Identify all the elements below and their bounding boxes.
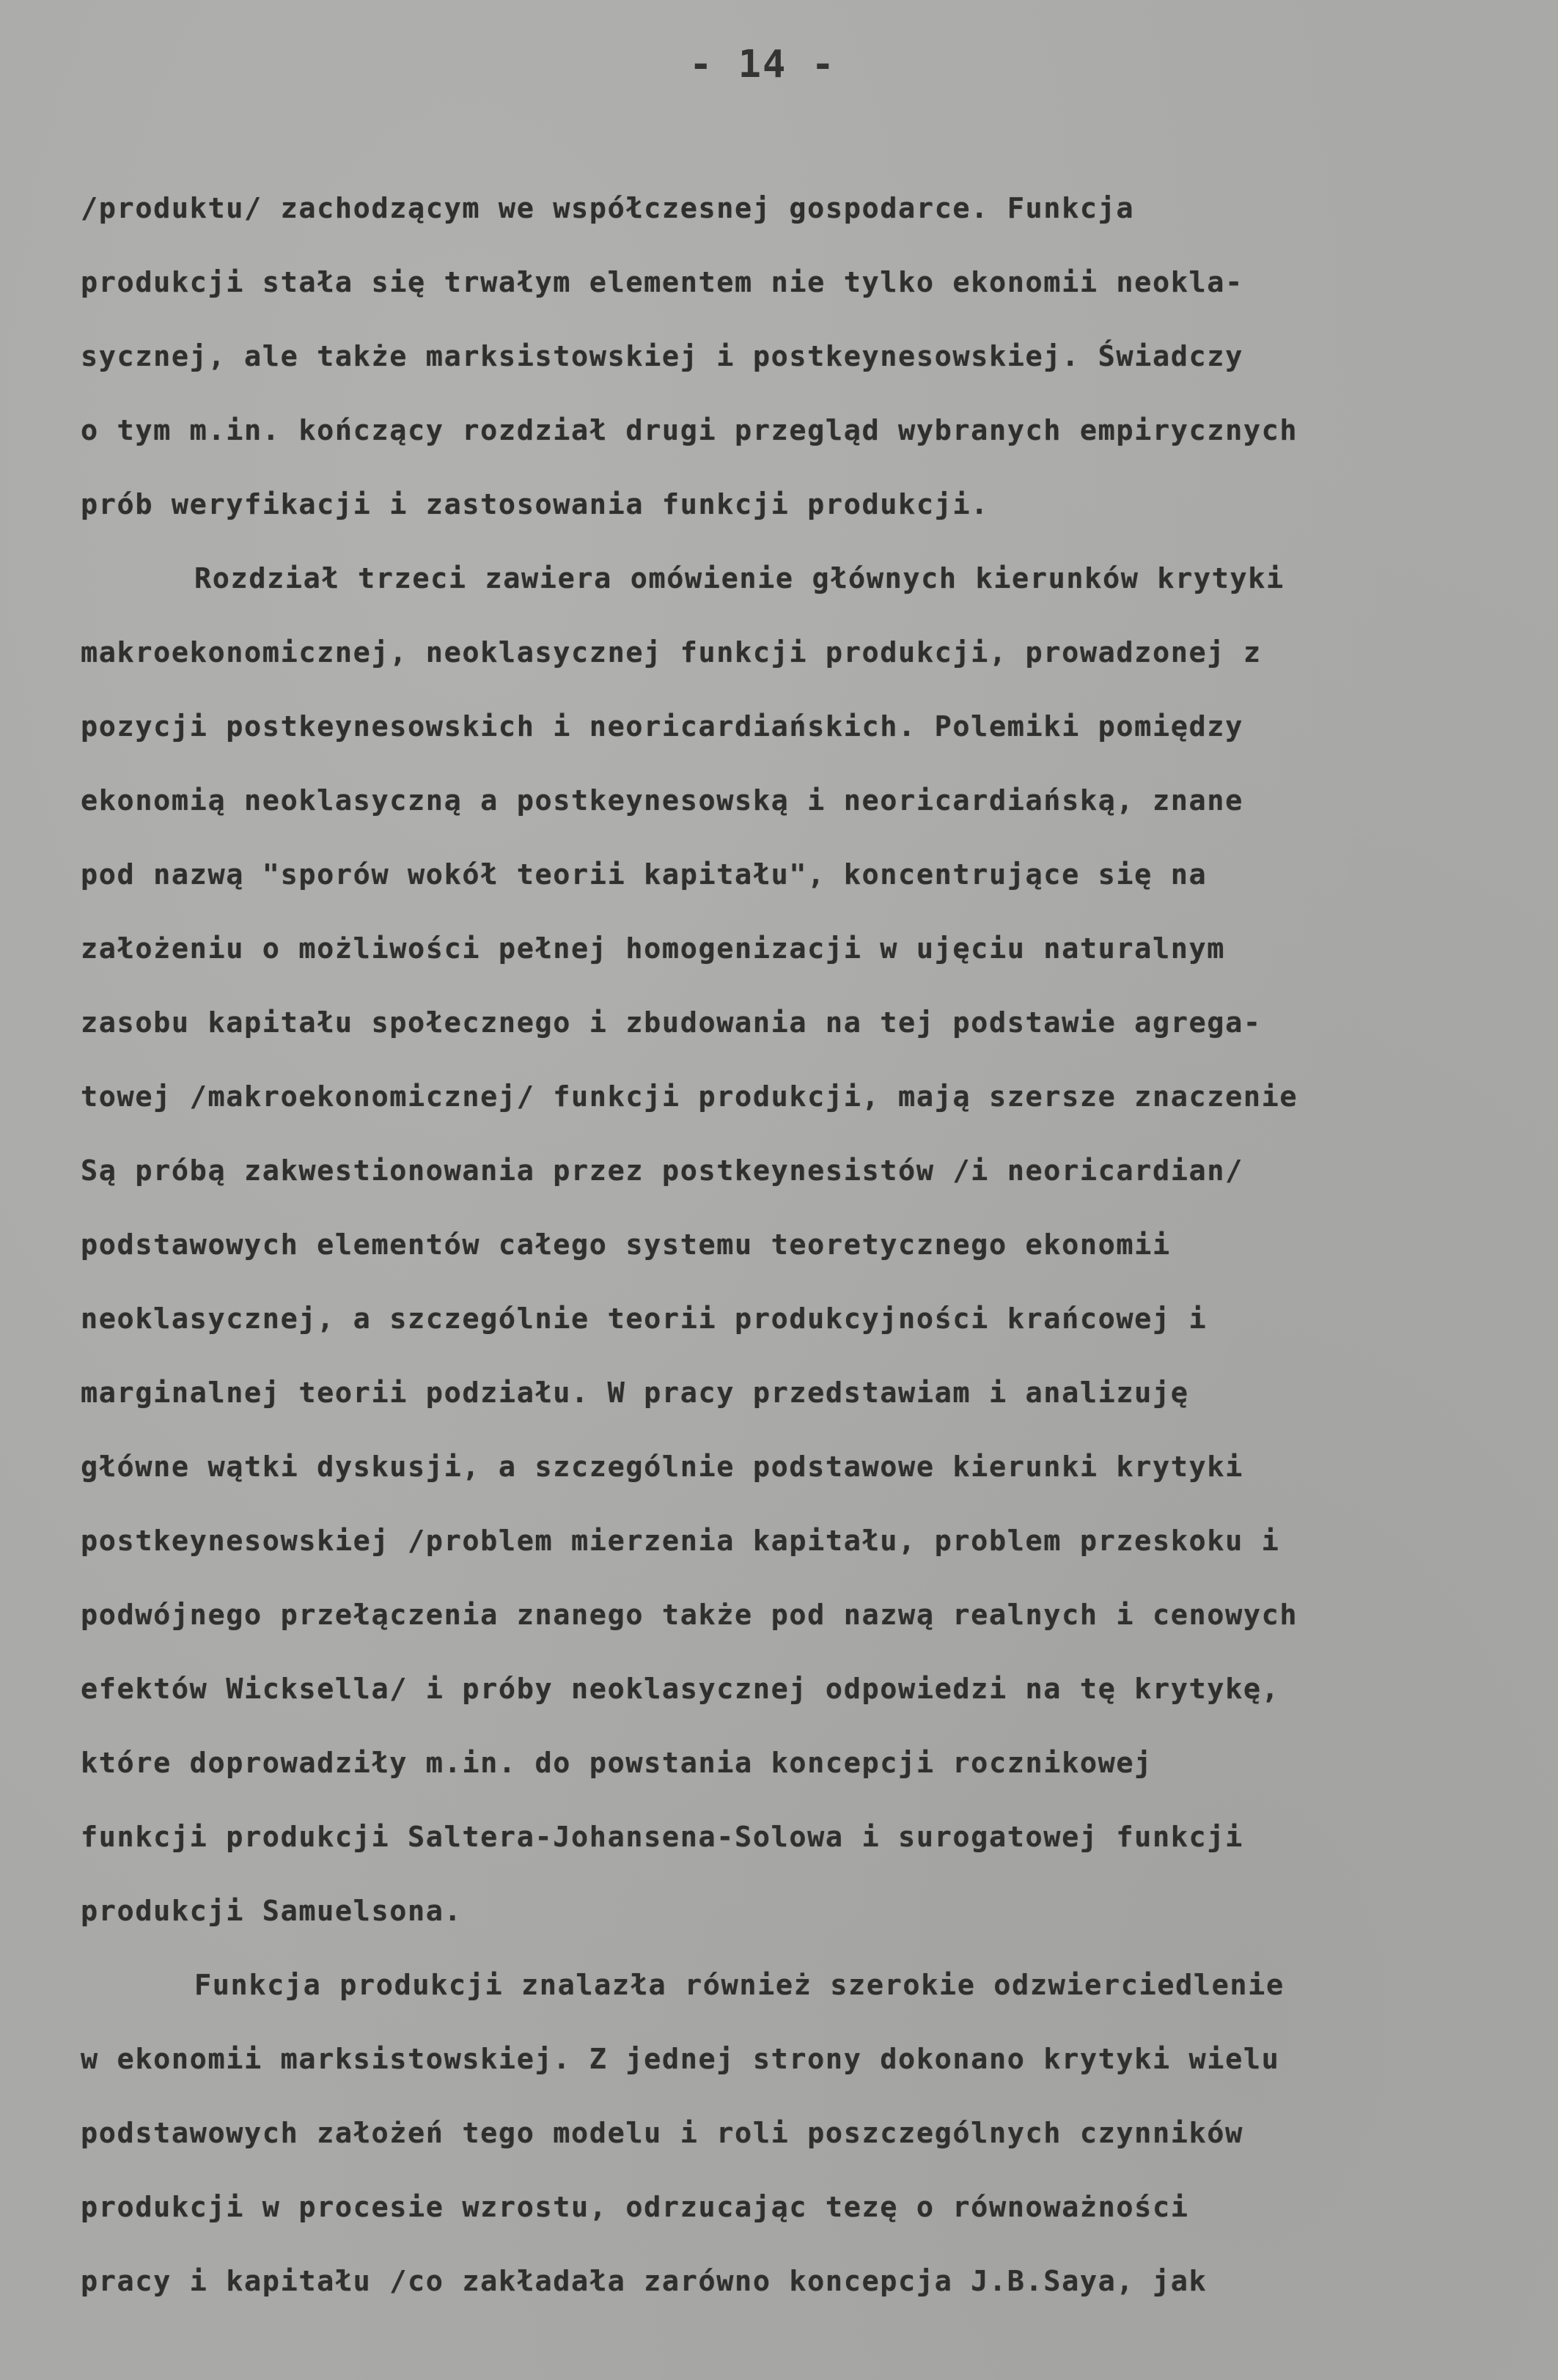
text-line: podwójnego przełączenia znanego także pod nazwą realnych i cenowych <box>81 1599 1298 1632</box>
text-line: sycznej, ale także marksistowskiej i postkeynesowskiej. Świadczy <box>81 340 1243 373</box>
text-line: Rozdział trzeci zawiera omówienie głównych kierunków krytyki <box>194 562 1285 595</box>
page-number: - 14 - <box>689 43 836 86</box>
text-line: produkcji Samuelsona. <box>81 1895 463 1928</box>
text-line: ekonomią neoklasyczną a postkeynesowską i neoricardiańską, znane <box>81 784 1243 817</box>
text-line: pracy i kapitału /co zakładała zarówno koncepcja J.B.Saya, jak <box>81 2265 1208 2298</box>
text-line: makroekonomicznej, neoklasycznej funkcji produkcji, prowadzonej z <box>81 636 1262 669</box>
text-line: neoklasycznej, a szczególnie teorii produkcyjności krańcowej i <box>81 1303 1208 1335</box>
text-line: marginalnej teorii podziału. W pracy przedstawiam i analizuję <box>81 1377 1189 1410</box>
text-line: założeniu o możliwości pełnej homogenizacji w ujęciu naturalnym <box>81 932 1226 965</box>
text-line: Funkcja produkcji znalazła również szerokie odzwierciedlenie <box>194 1969 1285 2002</box>
text-line: podstawowych założeń tego modelu i roli poszczególnych czynników <box>81 2117 1243 2150</box>
text-line: główne wątki dyskusji, a szczególnie podstawowe kierunki krytyki <box>81 1451 1243 1484</box>
text-line: towej /makroekonomicznej/ funkcji produkcji, mają szersze znaczenie <box>81 1080 1298 1113</box>
text-line: zasobu kapitału społecznego i zbudowania na tej podstawie agrega- <box>81 1006 1262 1039</box>
text-line: /produktu/ zachodzącym we współczesnej gospodarce. Funkcja <box>81 192 1135 225</box>
text-line: pod nazwą "sporów wokół teorii kapitału", koncentrujące się na <box>81 858 1208 891</box>
text-line: postkeynesowskiej /problem mierzenia kapitału, problem przeskoku i <box>81 1525 1280 1558</box>
text-line: w ekonomii marksistowskiej. Z jednej strony dokonano krytyki wielu <box>81 2043 1280 2076</box>
text-line: które doprowadziły m.in. do powstania koncepcji rocznikowej <box>81 1747 1153 1780</box>
text-line: efektów Wicksella/ i próby neoklasycznej odpowiedzi na tę krytykę, <box>81 1673 1280 1706</box>
text-line: funkcji produkcji Saltera-Johansena-Solowa i surogatowej funkcji <box>81 1821 1243 1854</box>
text-line: prób weryfikacji i zastosowania funkcji produkcji. <box>81 488 989 521</box>
text-line: Są próbą zakwestionowania przez postkeynesistów /i neoricardian/ <box>81 1154 1243 1187</box>
text-line: pozycji postkeynesowskich i neoricardiańskich. Polemiki pomiędzy <box>81 710 1243 743</box>
text-line: produkcji w procesie wzrostu, odrzucając tezę o równoważności <box>81 2191 1189 2224</box>
text-line: produkcji stała się trwałym elementem nie tylko ekonomii neokla- <box>81 266 1243 299</box>
text-line: podstawowych elementów całego systemu teoretycznego ekonomii <box>81 1228 1171 1261</box>
text-line: o tym m.in. kończący rozdział drugi przegląd wybranych empirycznych <box>81 414 1298 447</box>
